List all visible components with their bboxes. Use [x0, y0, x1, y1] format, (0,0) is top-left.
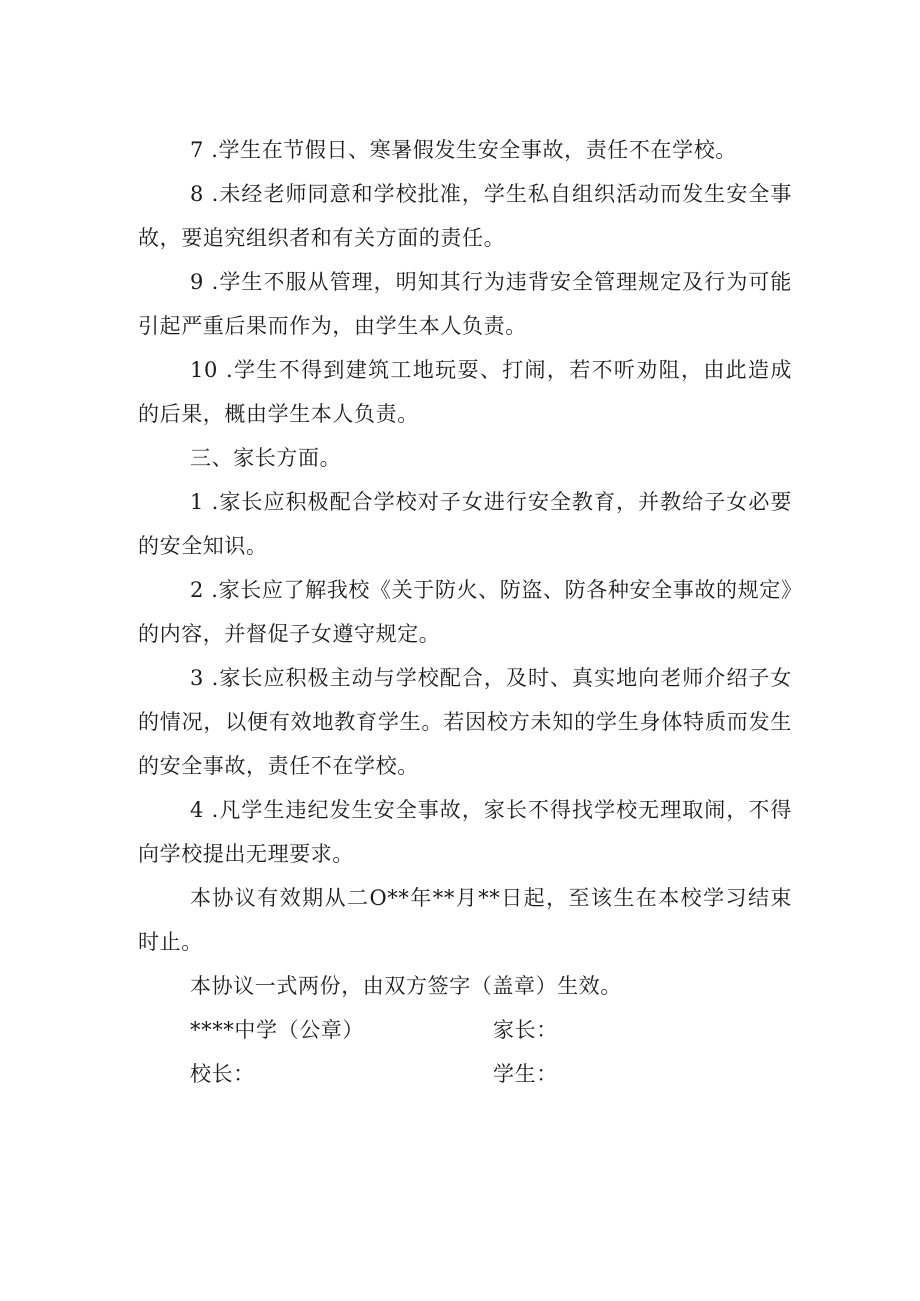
student-signature-label: 学生： [493, 1062, 558, 1086]
signature-row-2 [138, 1052, 792, 1096]
parent-signature-label: 家长： [493, 1018, 558, 1042]
principal-signature-label: 校长： [190, 1062, 255, 1086]
section-heading-parents: 三、家长方面。 [190, 446, 342, 470]
signature-row-1 [138, 1008, 792, 1052]
paragraph-parent-1: 1 .家长应积极配合学校对子女进行安全教育，并教给子女必要的安全知识。 [138, 490, 792, 558]
document-body [138, 128, 792, 1096]
paragraph-item-10: 10 .学生不得到建筑工地玩耍、打闹，若不听劝阻，由此造成的后果，概由学生本人负责。 [138, 358, 792, 426]
paragraph-item-7: 7 .学生在节假日、寒暑假发生安全事故，责任不在学校。 [190, 138, 737, 162]
validity-clause: 本协议有效期从二O**年**月**日起，至该生在本校学习结束时止。 [138, 886, 792, 954]
copies-clause: 本协议一式两份，由双方签字（盖章）生效。 [190, 974, 622, 998]
paragraph-parent-2: 2 .家长应了解我校《关于防火、防盗、防各种安全事故的规定》的内容，并督促子女遵守规定。 [138, 578, 792, 646]
paragraph-item-8: 8 .未经老师同意和学校批准，学生私自组织活动而发生安全事故，要追究组织者和有关方面的责任。 [138, 182, 792, 250]
school-seal-label: ****中学（公章） [190, 1018, 364, 1042]
paragraph-item-9: 9 .学生不服从管理，明知其行为违背安全管理规定及行为可能引起严重后果而作为，由学生本人负责。 [138, 270, 792, 338]
paragraph-parent-3: 3 .家长应积极主动与学校配合，及时、真实地向老师介绍子女的情况，以便有效地教育学生。若因校方未知的学生身体特质而发生的安全事故，责任不在学校。 [138, 666, 792, 778]
paragraph-parent-4: 4 .凡学生违纪发生安全事故，家长不得找学校无理取闹，不得向学校提出无理要求。 [138, 798, 792, 866]
